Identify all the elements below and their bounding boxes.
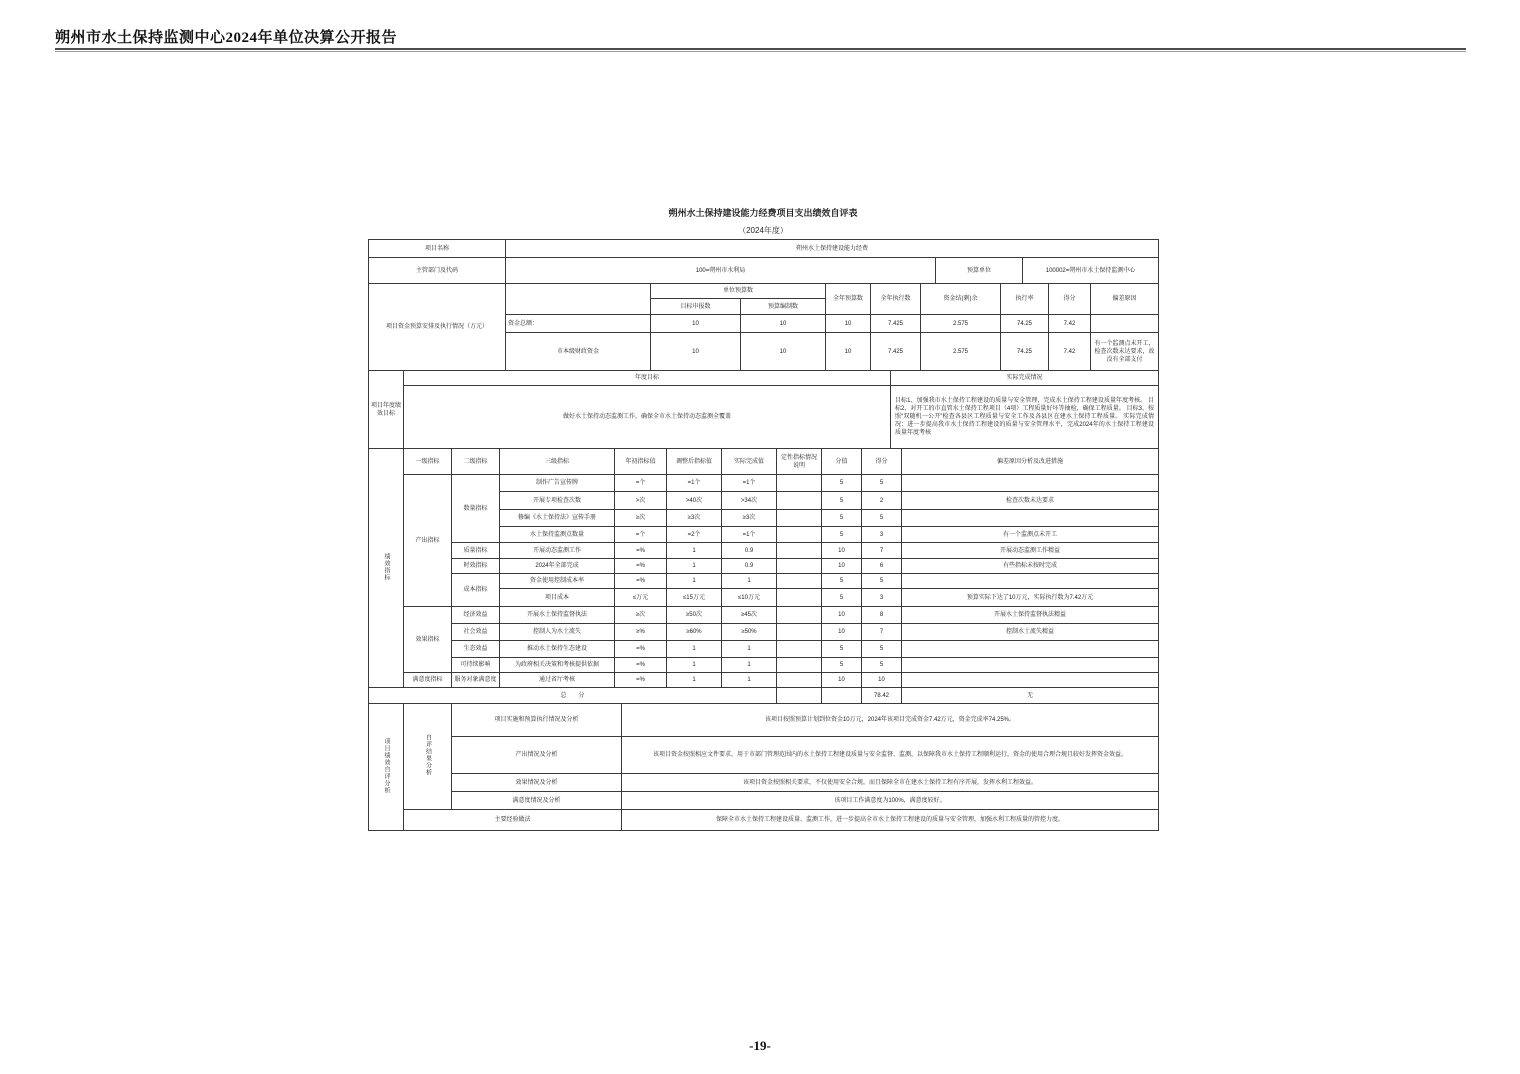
col-header-qualitative: 定性指标情况说明: [777, 449, 822, 475]
funding-compiled: 10: [741, 315, 826, 333]
funding-score: 7.42: [1049, 333, 1091, 371]
analysis-section-label-text: 项目绩效自评分析: [383, 737, 389, 794]
analysis-summary-row: [369, 810, 1159, 831]
funding-section-label: 项目资金预算安排及执行情况（万元）: [369, 284, 506, 371]
indicator-remark: [902, 658, 1159, 673]
col-header-initial: 年初指标值: [615, 449, 667, 475]
level2-service-satisfaction: 服务对象满意度: [452, 673, 500, 688]
indicator-adjusted: ≥3次: [667, 510, 722, 527]
funding-declared: 10: [651, 333, 741, 371]
indicator-name: 控制人为水土流失: [500, 624, 615, 641]
indicator-initial: =%: [615, 574, 667, 589]
project-name-label: 项目名称: [369, 240, 506, 258]
indicator-points: 10: [822, 607, 862, 624]
funding-item-name: 资金总额：: [506, 315, 651, 333]
indicator-actual: 1: [722, 574, 777, 589]
indicator-remark: [902, 641, 1159, 658]
indicator-qualitative: [777, 510, 822, 527]
indicator-initial: =%: [615, 673, 667, 688]
level2-economic: 经济效益: [452, 607, 500, 624]
funding-rate: 74.25: [1001, 315, 1049, 333]
execution-rate-header: 执行率: [1001, 284, 1049, 315]
indicator-initial: ≤万元: [615, 589, 667, 607]
indicator-name: 开展动态监测工作: [500, 543, 615, 559]
indicator-score: 10: [862, 673, 902, 688]
analysis-row-label: 满意度情况及分析: [452, 792, 622, 810]
table-title-block: [368, 206, 1158, 236]
level2-timeliness: 时效指标: [452, 559, 500, 574]
indicator-remark: 开展水土保持监督执法精益: [902, 607, 1159, 624]
indicator-adjusted: ≥50次: [667, 607, 722, 624]
indicator-name: 开展水土保持监督执法: [500, 607, 615, 624]
level2-ecological: 生态效益: [452, 641, 500, 658]
indicator-initial: =%: [615, 641, 667, 658]
indicator-points: 5: [822, 641, 862, 658]
indicator-name: 水土保持监测点数量: [500, 527, 615, 543]
annual-budget-header: 全年预算数: [826, 284, 871, 315]
indicator-adjusted: ≤15万元: [667, 589, 722, 607]
indicator-qualitative: [777, 543, 822, 559]
analysis-row-label: 产出情况及分析: [452, 737, 622, 774]
level2-cost: 成本指标: [452, 574, 500, 607]
analysis-group-label: [404, 704, 452, 810]
dept-value: 100=朔州市水利局: [506, 258, 936, 284]
indicator-qualitative: [777, 527, 822, 543]
indicator-remark: 预算实际下达了10万元，实际执行数为7.42万元: [902, 589, 1159, 607]
indicators-section-label-text: 绩效指标: [383, 552, 389, 581]
analysis-section: [368, 703, 1159, 831]
funding-section: [368, 283, 1159, 371]
indicator-name: 制作广告宣传牌: [500, 475, 615, 492]
funding-item-header: [506, 284, 651, 315]
indicator-actual: 1: [722, 658, 777, 673]
indicators-section-label: [369, 449, 404, 688]
indicator-initial: ≥次: [615, 607, 667, 624]
indicator-name: 项目成本: [500, 589, 615, 607]
indicator-remark: [902, 510, 1159, 527]
indicator-qualitative: [777, 624, 822, 641]
indicator-remark: 检查次数未达要求: [902, 492, 1159, 510]
actual-text: 目标1、加强我市水土保持工程建设的质量与安全管理，完成水土保持工程建设质量年度考核。 目标2、对开工的市直管水土保持工程项目（4项）工程质量好坏等抽检，确保工程质量。 目标3、按照“双随机一公开”检查各县区工程质量与安全工作及各县区在建水土保持工程质量。 实际完成情况：进一步提高我市水土保持工程建设的质量与安全管理水平，完成2024年的水土保持工程建设质量年度考核: [891, 386, 1159, 449]
report-title: 朔州市水土保持监测中心2024年单位决算公开报告: [55, 30, 398, 46]
table-subtitle: （2024年度）: [738, 226, 788, 235]
goal-section: [368, 370, 1159, 449]
level2-social: 社会效益: [452, 624, 500, 641]
total-score-row: [369, 688, 1159, 704]
funding-declared: 10: [651, 315, 741, 333]
funding-executed: 7.425: [871, 315, 921, 333]
indicator-actual: 1: [722, 673, 777, 688]
goal-header: 年度目标: [404, 371, 891, 386]
indicator-initial: =个: [615, 527, 667, 543]
budget-unit-label: 预算单位: [936, 258, 1023, 284]
total-points: [822, 688, 862, 704]
indicator-adjusted: >40次: [667, 492, 722, 510]
indicator-name: 为政府相关决策和考核提供依据: [500, 658, 615, 673]
indicator-points: 5: [822, 510, 862, 527]
indicator-adjusted: =2个: [667, 527, 722, 543]
col-header-level1: 一级指标: [404, 449, 452, 475]
indicator-score: 3: [862, 527, 902, 543]
col-header-score: 得分: [862, 449, 902, 475]
indicator-points: 10: [822, 559, 862, 574]
balance-header: 资金结(剩)余: [921, 284, 1001, 315]
indicator-name: 修编《水土保持法》宣传手册: [500, 510, 615, 527]
indicator-row: [369, 641, 1159, 658]
indicator-points: 5: [822, 527, 862, 543]
indicator-actual: 1: [722, 641, 777, 658]
funding-remark: [1091, 315, 1159, 333]
score-header: 得分: [1049, 284, 1091, 315]
indicator-actual: =1个: [722, 527, 777, 543]
col-header-points: 分值: [822, 449, 862, 475]
indicator-points: 5: [822, 475, 862, 492]
indicator-points: 10: [822, 624, 862, 641]
indicator-qualitative: [777, 574, 822, 589]
goal-text: 做好水土保持动态监测工作，确保全市水土保持动态监测全覆盖: [404, 386, 891, 449]
funding-balance: 2.575: [921, 315, 1001, 333]
analysis-summary-content: 保障全市水土保持工程建设质量、监测工作，进一步提高全市水土保持工程建设的质量与安全管理，加强水利工程质量的管控力度。: [622, 810, 1159, 831]
col-header-level2: 二级指标: [452, 449, 500, 475]
budget-compiled-header: 预算编制数: [741, 299, 826, 315]
page-number: -19-: [749, 1038, 771, 1053]
indicator-points: 5: [822, 658, 862, 673]
indicator-score: 7: [862, 543, 902, 559]
col-header-deviation: 偏差原因分析及改进措施: [902, 449, 1159, 475]
indicator-initial: =个: [615, 475, 667, 492]
indicator-score: 2: [862, 492, 902, 510]
analysis-row-content: 该项目按照预算计划到位资金10万元，2024年该项目完成资金7.42万元，资金完成率74.25%。: [622, 704, 1159, 737]
indicator-name: 开展专项检查次数: [500, 492, 615, 510]
col-header-level3: 三级指标: [500, 449, 615, 475]
indicator-adjusted: 1: [667, 559, 722, 574]
actual-header: 实际完成情况: [891, 371, 1159, 386]
analysis-row: [369, 704, 1159, 737]
indicator-score: 5: [862, 510, 902, 527]
level1-output: 产出指标: [404, 475, 452, 607]
indicator-qualitative: [777, 492, 822, 510]
indicator-score: 3: [862, 589, 902, 607]
funding-annual-budget: 10: [826, 315, 871, 333]
indicator-score: 8: [862, 607, 902, 624]
indicator-score: 5: [862, 574, 902, 589]
annual-executed-header: 全年执行数: [871, 284, 921, 315]
funding-remark: 有一个监测点未开工，检查次数未达要求，故没有全部支付: [1091, 333, 1159, 371]
indicator-adjusted: 1: [667, 658, 722, 673]
indicator-row: [369, 673, 1159, 688]
indicator-name: 通过省厅考核: [500, 673, 615, 688]
level2-quality: 质量指标: [452, 543, 500, 559]
header-divider: [55, 48, 1466, 52]
indicator-row: [369, 559, 1159, 574]
indicator-remark: [902, 673, 1159, 688]
report-header: [55, 26, 1465, 47]
indicator-row: [369, 607, 1159, 624]
indicator-points: 5: [822, 574, 862, 589]
indicator-adjusted: 1: [667, 673, 722, 688]
indicator-remark: 控制水土流失精益: [902, 624, 1159, 641]
table-title: 朔州水土保持建设能力经费项目支出绩效自评表: [668, 208, 858, 218]
indicator-row: [369, 475, 1159, 492]
total-label: 总 分: [369, 688, 777, 704]
funding-executed: 7.425: [871, 333, 921, 371]
level2-sustainability: 可持续影响: [452, 658, 500, 673]
indicator-name: 推动水土保持生态建设: [500, 641, 615, 658]
goal-section-label: [369, 371, 404, 449]
indicator-points: 5: [822, 492, 862, 510]
goal-section-label-text: 项目年度绩效目标: [371, 402, 402, 417]
total-qualitative: [777, 688, 822, 704]
indicator-actual: ≥3次: [722, 510, 777, 527]
project-name-value: 朔州水土保持建设能力经费: [506, 240, 1159, 258]
funding-rate: 74.25: [1001, 333, 1049, 371]
indicator-points: 5: [822, 589, 862, 607]
indicator-row: [369, 574, 1159, 589]
funding-balance: 2.575: [921, 333, 1001, 371]
indicator-initial: =%: [615, 559, 667, 574]
indicator-remark: [902, 574, 1159, 589]
indicator-qualitative: [777, 475, 822, 492]
indicator-actual: ≥45次: [722, 607, 777, 624]
indicator-points: 10: [822, 543, 862, 559]
info-section: [368, 239, 1159, 284]
indicator-qualitative: [777, 607, 822, 624]
unit-budget-header: 单位预算数: [651, 284, 826, 299]
deviation-header: 偏差原因: [1091, 284, 1159, 315]
indicator-initial: ≥%: [615, 624, 667, 641]
analysis-row-content: 该项目资金按照相应文件要求，用于市部门管理范围内的水土保持工程建设质量与安全监督、监测，以保障我市水土保持工程顺利运行，资金的使用合理合规且较好发挥资金效益。: [622, 737, 1159, 774]
indicator-remark: 有一个监测点未开工: [902, 527, 1159, 543]
analysis-section-label: [369, 704, 404, 831]
indicator-qualitative: [777, 658, 822, 673]
funding-annual-budget: 10: [826, 333, 871, 371]
indicator-score: 5: [862, 475, 902, 492]
indicator-initial: =%: [615, 658, 667, 673]
indicator-qualitative: [777, 589, 822, 607]
funding-score: 7.42: [1049, 315, 1091, 333]
indicator-score: 5: [862, 641, 902, 658]
indicator-score: 7: [862, 624, 902, 641]
indicator-qualitative: [777, 559, 822, 574]
indicator-adjusted: 1: [667, 574, 722, 589]
indicator-points: 10: [822, 673, 862, 688]
indicator-name: 2024年全部完成: [500, 559, 615, 574]
self-evaluation-table: [368, 240, 1158, 831]
indicator-initial: ≥次: [615, 510, 667, 527]
total-score: 78.42: [862, 688, 902, 704]
indicator-remark: 开展动态监测工作精益: [902, 543, 1159, 559]
indicator-adjusted: 1: [667, 641, 722, 658]
indicator-initial: >次: [615, 492, 667, 510]
analysis-group-label-text: 自评结果分析: [424, 734, 431, 776]
indicator-qualitative: [777, 673, 822, 688]
level1-satisfaction: 满意度指标: [404, 673, 452, 688]
analysis-summary-label: 主要经验做法: [404, 810, 622, 831]
indicator-actual: 0.9: [722, 543, 777, 559]
col-header-adjusted: 调整后指标值: [667, 449, 722, 475]
level1-effect: 效果指标: [404, 607, 452, 673]
col-header-actual: 实际完成值: [722, 449, 777, 475]
total-remark: 无: [902, 688, 1159, 704]
indicator-initial: =%: [615, 543, 667, 559]
indicator-actual: ≤10万元: [722, 589, 777, 607]
indicators-section: [368, 448, 1159, 704]
indicator-score: 6: [862, 559, 902, 574]
analysis-row: [369, 792, 1159, 810]
indicator-actual: >34次: [722, 492, 777, 510]
indicator-row: [369, 658, 1159, 673]
target-declared-header: 目标申报数: [651, 299, 741, 315]
indicator-qualitative: [777, 641, 822, 658]
indicator-actual: ≥50%: [722, 624, 777, 641]
indicator-actual: 0.9: [722, 559, 777, 574]
indicator-adjusted: ≥60%: [667, 624, 722, 641]
budget-unit-value: 100002=朔州市水土保持监测中心: [1023, 258, 1159, 284]
analysis-row: [369, 774, 1159, 792]
indicator-adjusted: 1: [667, 543, 722, 559]
indicator-adjusted: =1个: [667, 475, 722, 492]
indicator-score: 5: [862, 658, 902, 673]
dept-label: 主管部门及代码: [369, 258, 506, 284]
analysis-row-content: 该项目工作满意度为100%，满意度较好。: [622, 792, 1159, 810]
indicator-remark: [902, 475, 1159, 492]
analysis-row-content: 该项目资金按照相关要求，不仅使用安全合规，而且保障全市在建水土保持工程有序开展，发挥水利工程效益。: [622, 774, 1159, 792]
analysis-row-label: 项目实施和预算执行情况及分析: [452, 704, 622, 737]
indicator-actual: =1个: [722, 475, 777, 492]
analysis-row-label: 效果情况及分析: [452, 774, 622, 792]
indicator-remark: 有些指标未按时完成: [902, 559, 1159, 574]
indicator-row: [369, 543, 1159, 559]
indicator-row: [369, 624, 1159, 641]
analysis-row: [369, 737, 1159, 774]
indicator-name: 资金使用控制成本率: [500, 574, 615, 589]
level2-quantity: 数量指标: [452, 475, 500, 543]
funding-item-name: 市本级财政资金: [506, 333, 651, 371]
funding-compiled: 10: [741, 333, 826, 371]
